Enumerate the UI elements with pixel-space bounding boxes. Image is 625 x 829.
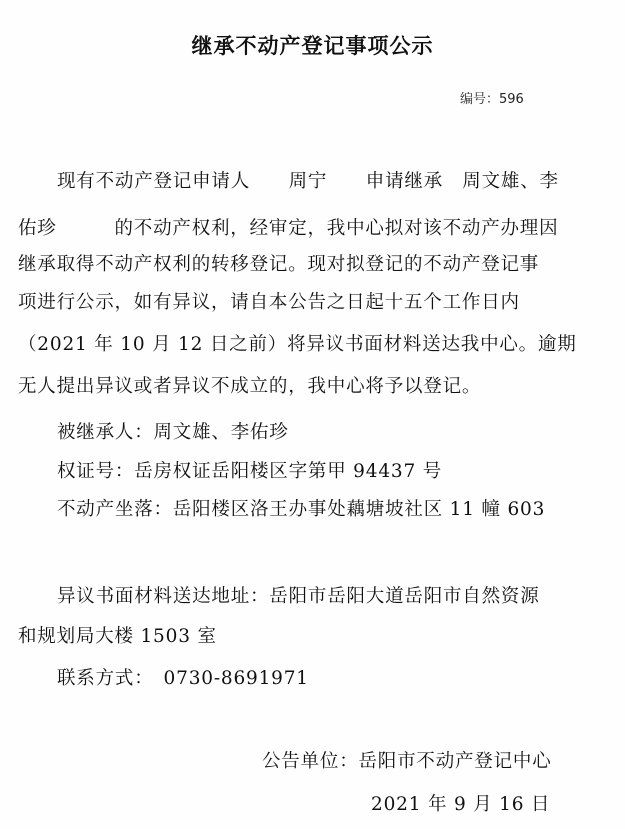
location-line: 不动产坐落：岳阳楼区洛王办事处藕塘坡社区 11 幢 603 [57, 499, 546, 520]
decedent-line: 被继承人：周文雄、李佑珍 [57, 422, 289, 443]
notice-line-1: 现有不动产登记申请人 周宁 申请继承 周文雄、李 [57, 171, 559, 192]
notice-line-3: 继承取得不动产权利的转移登记。现对拟登记的不动产登记事 [18, 254, 540, 275]
date-line: 2021 年 9 月 16 日 [371, 794, 551, 815]
address-line-1: 异议书面材料送达地址：岳阳市岳阳大道岳阳市自然资源 [57, 586, 540, 607]
notice-line-4: 项进行公示，如有异议，请自本公告之日起十五个工作日内 [18, 292, 520, 313]
notice-line-5: （2021 年 10 月 12 日之前）将异议书面材料送达我中心。逾期 [18, 334, 577, 355]
page-title: 继承不动产登记事项公示 [191, 34, 434, 58]
address-line-2: 和规划局大楼 1503 室 [18, 626, 217, 647]
certificate-line: 权证号：岳房权证岳阳楼区字第甲 94437 号 [57, 461, 443, 482]
notice-line-6: 无人提出异议或者异议不成立的，我中心将予以登记。 [18, 376, 482, 397]
document-number: 编号：596 [460, 92, 524, 107]
issuer-line: 公告单位：岳阳市不动产登记中心 [262, 751, 552, 772]
contact-line: 联系方式： 0730-8691971 [57, 668, 309, 689]
notice-line-2: 佑珍 的不动产权利，经审定，我中心拟对该不动产办理因 [18, 218, 559, 239]
